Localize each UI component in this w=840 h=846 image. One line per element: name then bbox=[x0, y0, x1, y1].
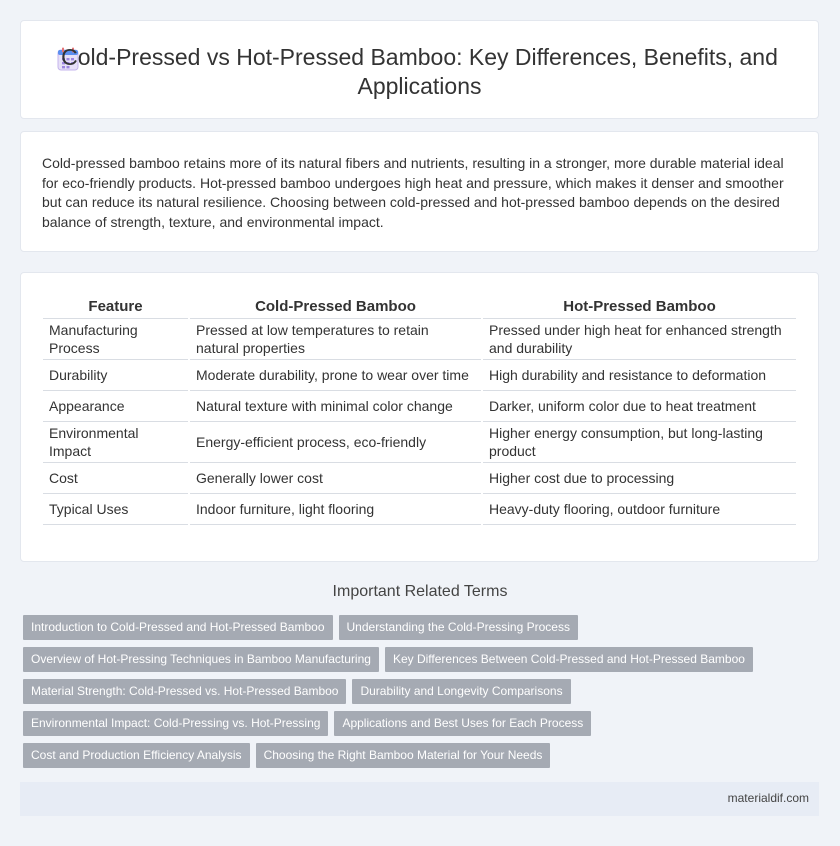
related-term-chip[interactable]: Material Strength: Cold-Pressed vs. Hot-Pressed Bamboo bbox=[23, 679, 346, 704]
table-row bbox=[43, 422, 796, 463]
table-cell: Manufacturing Process bbox=[43, 319, 188, 360]
related-term-chip[interactable]: Durability and Longevity Comparisons bbox=[352, 679, 570, 704]
table-cell: Darker, uniform color due to heat treatment bbox=[483, 391, 796, 422]
table-cell: Heavy-duty flooring, outdoor furniture bbox=[483, 494, 796, 525]
table-cell: Typical Uses bbox=[43, 494, 188, 525]
related-term-chip[interactable]: Choosing the Right Bamboo Material for Your Needs bbox=[256, 743, 551, 768]
related-term-chip[interactable]: Environmental Impact: Cold-Pressing vs. Hot-Pressing bbox=[23, 711, 328, 736]
comparison-card bbox=[20, 272, 819, 562]
table-row bbox=[43, 360, 796, 391]
related-terms-row bbox=[23, 679, 813, 704]
related-term-chip[interactable]: Key Differences Between Cold-Pressed and Hot-Pressed Bamboo bbox=[385, 647, 753, 672]
table-cell: Environmental Impact bbox=[43, 422, 188, 463]
table-cell: Higher cost due to processing bbox=[483, 463, 796, 494]
table-row bbox=[43, 391, 796, 422]
page-title: Cold-Pressed vs Hot-Pressed Bamboo: Key Differences, Benefits, and Applications bbox=[61, 44, 778, 99]
column-header: Feature bbox=[43, 295, 188, 319]
site-name[interactable]: materialdif.com bbox=[727, 791, 809, 805]
table-cell: Appearance bbox=[43, 391, 188, 422]
related-terms-row bbox=[23, 711, 813, 736]
related-terms-heading: Important Related Terms bbox=[332, 583, 508, 600]
related-terms-row bbox=[23, 647, 813, 672]
related-term-chip[interactable]: Overview of Hot-Pressing Techniques in Bamboo Manufacturing bbox=[23, 647, 379, 672]
table-row bbox=[43, 494, 796, 525]
table-cell: Generally lower cost bbox=[190, 463, 481, 494]
intro-text: Cold-pressed bamboo retains more of its natural fibers and nutrients, resulting in a stronger, more durable material ideal for eco-friendly products. Hot-pressed bamboo undergoes high heat and pressure, which makes it denser and smoother but can reduce its natural resilience. Choosing between cold-pressed and hot-pressed bamboo depends on the desired balance of strength, texture, and environmental impact. bbox=[42, 155, 784, 230]
related-term-chip[interactable]: Applications and Best Uses for Each Process bbox=[334, 711, 591, 736]
table-cell: Pressed at low temperatures to retain natural properties bbox=[190, 319, 481, 360]
related-terms-row bbox=[23, 743, 813, 768]
table-cell: Energy-efficient process, eco-friendly bbox=[190, 422, 481, 463]
table-cell: Moderate durability, prone to wear over time bbox=[190, 360, 481, 391]
related-term-chip[interactable]: Cost and Production Efficiency Analysis bbox=[23, 743, 250, 768]
related-term-chip[interactable]: Introduction to Cold-Pressed and Hot-Pressed Bamboo bbox=[23, 615, 333, 640]
table-cell: High durability and resistance to deformation bbox=[483, 360, 796, 391]
table-row bbox=[43, 463, 796, 494]
table-cell: Indoor furniture, light flooring bbox=[190, 494, 481, 525]
related-term-chip[interactable]: Understanding the Cold-Pressing Process bbox=[339, 615, 578, 640]
table-header-row bbox=[43, 295, 796, 319]
footer-bar bbox=[20, 782, 819, 816]
table-cell: Pressed under high heat for enhanced strength and durability bbox=[483, 319, 796, 360]
column-header: Hot-Pressed Bamboo bbox=[483, 295, 796, 319]
table-cell: Durability bbox=[43, 360, 188, 391]
table-cell: Natural texture with minimal color change bbox=[190, 391, 481, 422]
table-cell: Higher energy consumption, but long-lasting product bbox=[483, 422, 796, 463]
column-header: Cold-Pressed Bamboo bbox=[190, 295, 481, 319]
table-cell: Cost bbox=[43, 463, 188, 494]
table-row bbox=[43, 319, 796, 360]
related-terms-row bbox=[23, 615, 813, 640]
comparison-table bbox=[41, 295, 798, 525]
intro-card bbox=[20, 131, 819, 252]
header-card bbox=[20, 20, 819, 119]
